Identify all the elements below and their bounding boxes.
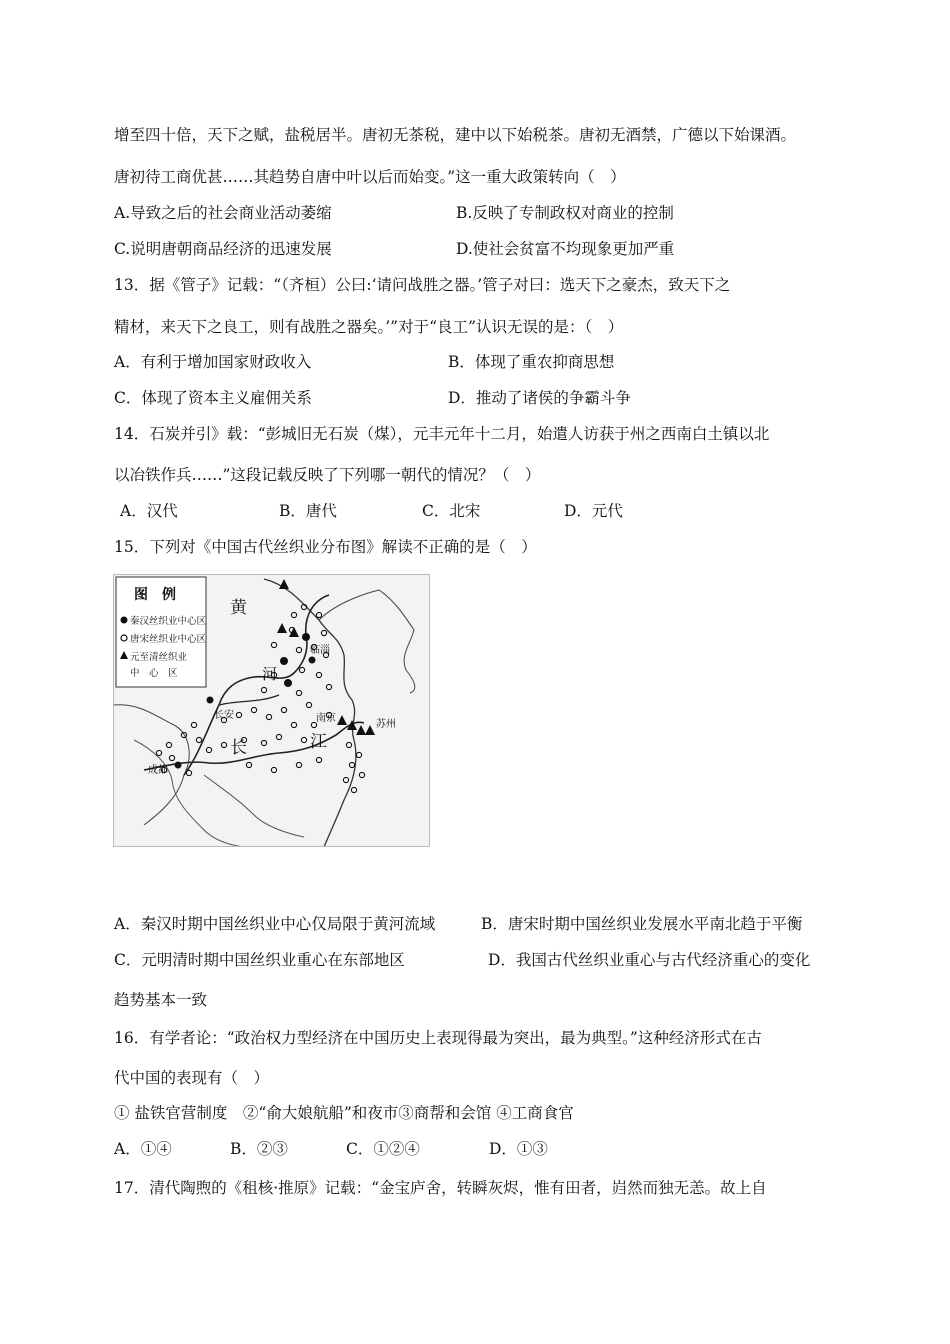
q16-line-2: 代中国的表现有（ ） <box>114 1069 270 1087</box>
q17-line-1: 17．清代陶煦的《租核·推原》记载：“金宝庐舍，转瞬灰烬，惟有田者，岿然而独无恙。故上自 <box>114 1179 767 1197</box>
map-label-chang: 长 <box>230 738 247 758</box>
map-label-he: 河 <box>262 665 278 683</box>
q13-line-1: 13．据《管子》记载：“（齐桓）公曰:‘请问战胜之器。’管子对曰：选天下之豪杰，致天下之 <box>114 276 731 294</box>
q12-option-a: A.导致之后的社会商业活动萎缩 <box>114 204 332 222</box>
q15-option-d: D．我国古代丝织业重心与古代经济重心的变化 <box>488 951 811 969</box>
q16-option-c: C．①②④ <box>346 1140 420 1158</box>
map-label-chengdu: 成都 <box>148 765 168 776</box>
q16-line-3: ① 盐铁官营制度 ②“俞大娘航船”和夜市③商帮和会馆 ④工商食官 <box>114 1104 574 1122</box>
map-legend-title: 图 例 <box>134 587 176 603</box>
q15-line-1: 15．下列对《中国古代丝织业分布图》解读不正确的是（ ） <box>114 538 537 556</box>
q13-option-d: D．推动了诸侯的争霸斗争 <box>448 389 631 407</box>
map-label-jiang: 江 <box>310 732 327 752</box>
q16-option-b: B．②③ <box>230 1140 288 1158</box>
q12-line-1: 增至四十倍，天下之赋，盐税居半。唐初无茶税，建中以下始税茶。唐初无酒禁，广德以下始课酒。 <box>114 126 797 144</box>
q14-line-1: 14．石炭并引》载：“彭城旧无石炭（煤），元丰元年十二月，始遣人访获于州之西南白土镇以北 <box>114 425 770 443</box>
q15-option-d-continuation: 趋势基本一致 <box>114 991 208 1009</box>
q14-option-b: B．唐代 <box>279 502 337 520</box>
map-legend-tangsong: 唐宋丝织业中心区 <box>130 634 207 645</box>
q12-option-b: B.反映了专制政权对商业的控制 <box>456 204 674 222</box>
q13-option-b: B．体现了重农抑商思想 <box>448 353 615 371</box>
map-label-linzi: 临淄 <box>310 645 330 656</box>
q15-option-a: A．秦汉时期中国丝织业中心仅局限于黄河流域 <box>114 915 436 933</box>
map-label-huang: 黄 <box>230 598 247 618</box>
q14-option-a: A．汉代 <box>120 502 178 520</box>
q13-option-a: A．有利于增加国家财政收入 <box>114 353 312 371</box>
q16-option-a: A．①④ <box>114 1140 172 1158</box>
q15-option-c: C．元明清时期中国丝织业重心在东部地区 <box>114 951 405 969</box>
map-legend-qinhan: 秦汉丝织业中心区 <box>130 616 207 627</box>
q13-line-2: 精材，来天下之良工，则有战胜之器矣。’”对于“良工”认识无误的是：（ ） <box>114 318 624 336</box>
q12-line-2: 唐初待工商优甚……其趋势自唐中叶以后而始变。”这一重大政策转向（ ） <box>114 168 626 186</box>
map-label-changan: 长安 <box>214 710 234 721</box>
q14-option-c: C．北宋 <box>422 502 481 520</box>
q16-option-d: D．①③ <box>489 1140 548 1158</box>
q12-option-d: D.使社会贫富不均现象更加严重 <box>456 240 675 258</box>
q13-option-c: C．体现了资本主义雇佣关系 <box>114 389 312 407</box>
q12-option-c: C.说明唐朝商品经济的迅速发展 <box>114 240 332 258</box>
map-legend-yuanqing: 元至清丝织业 <box>130 652 188 663</box>
q15-option-b: B．唐宋时期中国丝织业发展水平南北趋于平衡 <box>481 915 803 933</box>
q14-line-2: 以冶铁作兵……”这段记载反映了下列哪一朝代的情况？（ ） <box>114 466 541 484</box>
q16-line-1: 16．有学者论：“政治权力型经济在中国历史上表现得最为突出，最为典型。”这种经济形式在古 <box>114 1029 762 1047</box>
map-legend-center-area: 中 心 区 <box>130 668 178 679</box>
map-label-suzhou: 苏州 <box>376 719 396 730</box>
q14-option-d: D．元代 <box>564 502 623 520</box>
silk-industry-map <box>113 574 430 847</box>
map-label-nanjing: 南京 <box>316 713 336 724</box>
